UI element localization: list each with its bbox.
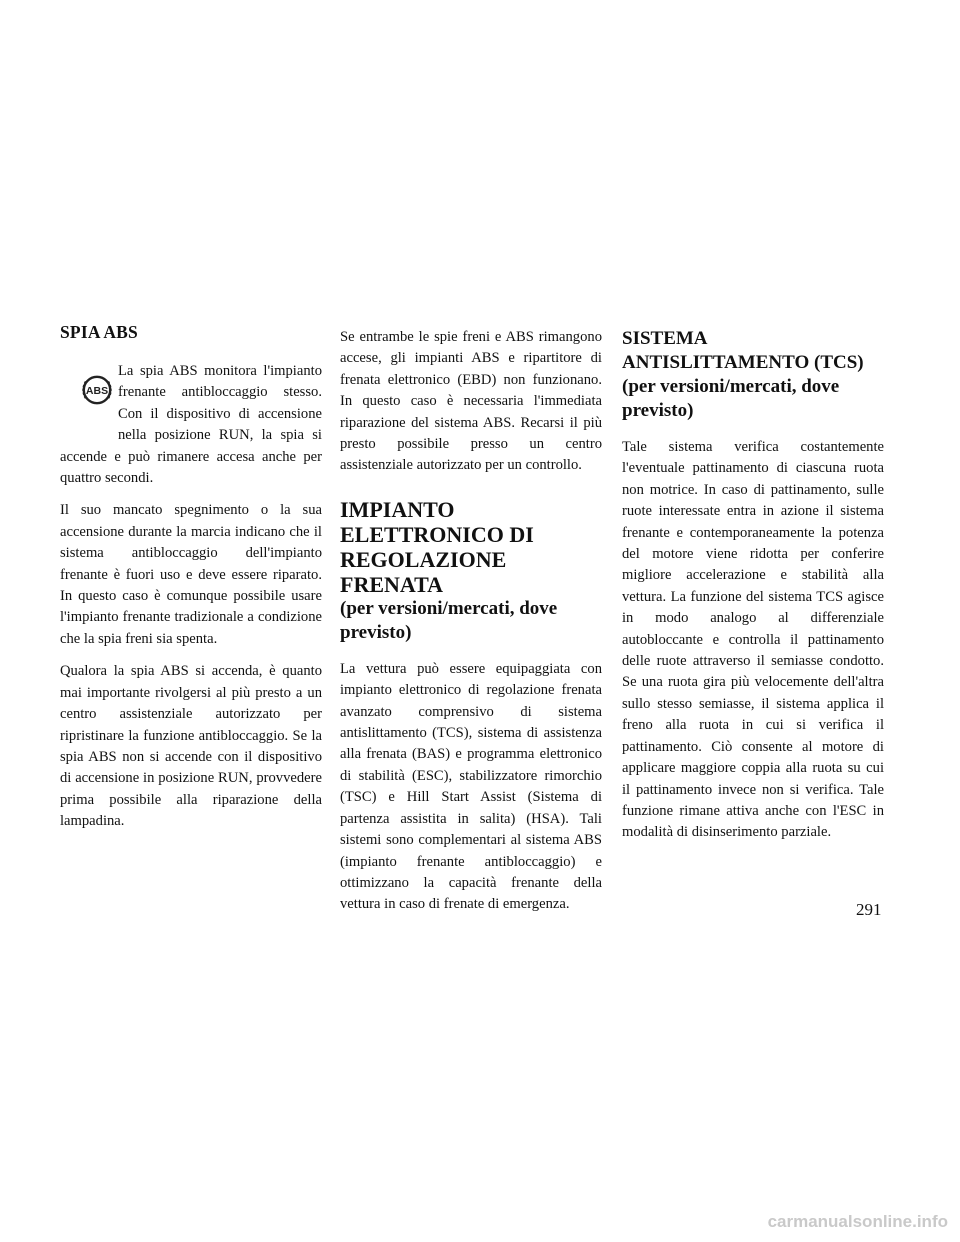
paragraph-impianto: La vettura può essere equipaggiata con impianto elettronico di regolazione frenata avanzato comprensivo di sistema antislittamento (TCS), sistema di assistenza alla frenata (BAS) e programma elettronico di stabilità (ESC), stabilizzatore rimorchio (TSC) e Hill Start Assist (Sistema di partenza assistita in salita) (HSA). Tali sistemi sono complementari al sistema ABS (impianto frenante antibloccaggio) e ottimizzano la capacità frenante della vettura in caso di frenate di emergenza. [340, 660, 602, 913]
paragraph-abs-assistance: Qualora la spia ABS si accenda, è quanto mai importante rivolgersi al più presto a un centro assistenziale autorizzato per ripristinare la funzione antibloccaggio. Se la spia ABS non si accende con il dispositivo di accensione in posizione RUN, provvedere prima possibile alla riparazione della lampadina. [60, 663, 322, 830]
paragraph-abs-ebd: Se entrambe le spie freni e ABS rimangono accese, gli impianti ABS e ripartitore di frenata elettronico (EBD) non funzionano. In questo caso è necessaria l'immediata riparazione del sistema ABS. Recarsi il più presto possibile presso un centro assistenziale autorizzato per un controllo. [340, 329, 602, 474]
page-number: 291 [856, 900, 882, 919]
heading-impianto-main: IMPIANTO ELETTRONICO DI REGOLAZIONE FRENATA [340, 496, 534, 597]
heading-impianto-sub: (per versioni/mercati, dove previsto) [340, 597, 558, 643]
paragraph-tcs: Tale sistema verifica costantemente l'eventuale pattinamento di ciascuna ruota non motrice. In caso di pattinamento, sulle ruote interessate entra in azione il sistema frenante e contemporaneamente la potenza del motore viene ridotta per conferire migliore accelerazione e stabilità alla vettura. La funzione del sistema TCS agisce in modo analogo al differenziale autobloccante e controlla il pattinamento delle ruote attraverso il semiasse condotto. Se una ruota gira più velocemente dell'altra sullo stesso semiasse, il sistema applica il freno alla ruota in cui si verifica il pattinamento. Ciò consente al motore di applicare maggiore coppia alla ruota su cui il pattinamento invece non si verifica. Tale funzione rimane attiva anche con l'ESC in modalità di disinserimento parziale. [622, 439, 884, 841]
paragraph-abs-malfunction: Il suo mancato spegnimento o la sua accensione durante la marcia indicano che il sistema antibloccaggio dell'impianto frenante è fuori uso e deve essere riparato. In questo caso è comunque possibile usare l'impianto frenante tradizionale a condizione che la spia freni sia spenta. [60, 502, 322, 647]
heading-impianto-elettronico [340, 497, 602, 645]
column-1 [60, 322, 322, 844]
column-3 [622, 327, 884, 855]
heading-tcs-main: SISTEMA ANTISLITTAMENTO (TCS) [622, 328, 864, 373]
abs-icon-text: ABS [85, 385, 109, 397]
abs-icon-wrap [60, 361, 118, 431]
heading-tcs-sub: (per versioni/mercati, dove previsto) [622, 376, 840, 421]
paragraph-abs-intro: La spia ABS monitora l'impianto frenante antibloccaggio stesso. Con il dispositivo di accensione nella posizione RUN, la spia si accende e può rimanere accesa anche per quattro secondi. [60, 363, 322, 487]
abs-warning-icon [80, 373, 114, 407]
watermark-text: carmanualsonline.info [767, 1212, 948, 1231]
heading-sistema-tcs [622, 327, 884, 423]
column-2 [340, 327, 602, 927]
heading-spia-abs: SPIA ABS [60, 322, 138, 342]
